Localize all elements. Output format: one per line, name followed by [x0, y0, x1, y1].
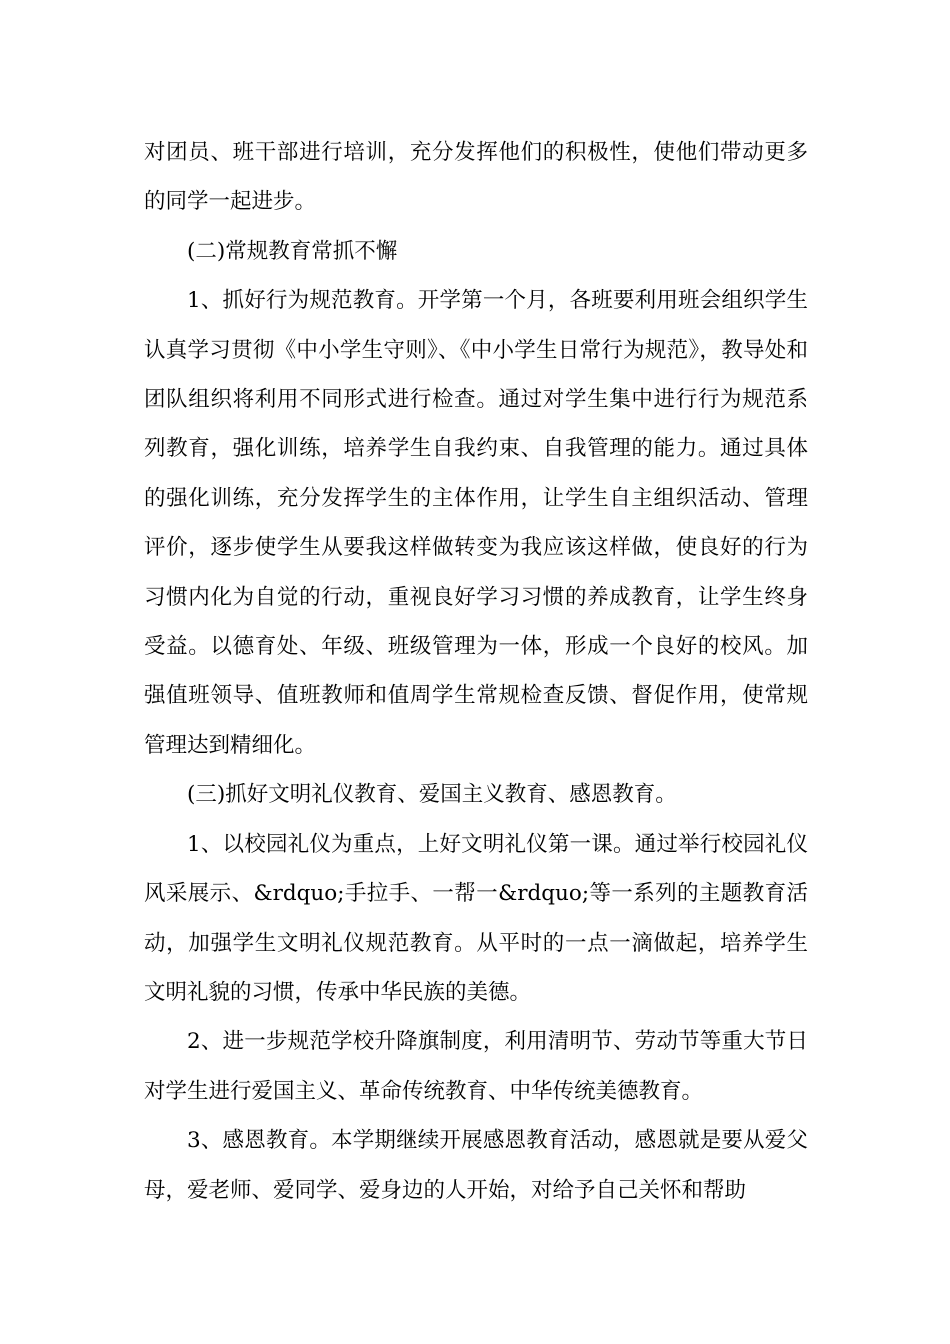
paragraph-continuation: 对团员、班干部进行培训，充分发挥他们的积极性，使他们带动更多的同学一起进步。: [144, 140, 808, 215]
paragraph-behavior-education: 1、抓好行为规范教育。开学第一个月，各班要利用班会组织学生认真学习贯彻《中小学生守则》、《中小学生日常行为规范》，教导处和团队组织将利用不同形式进行检查。通过对学生集中进行行为规范系列教育，强化训练，培养学生自我约束、自我管理的能力。通过具体的强化训练，充分发挥学生的主体作用，让学生自主组织活动、管理评价，逐步使学生从要我这样做转变为我应该这样做，使良好的行为习惯内化为自觉的行动，重视良好学习习惯的养成教育，让学生终身受益。以德育处、年级、班级管理为一体，形成一个良好的校风。加强值班领导、值班教师和值周学生常规检查反馈、督促作用，使常规管理达到精细化。: [144, 288, 808, 758]
document-body: [144, 128, 808, 1215]
paragraph-etiquette: 1、以校园礼仪为重点，上好文明礼仪第一课。通过举行校园礼仪风采展示、&rdquo;手拉手、一帮一&rdquo;等一系列的主题教育活动，加强学生文明礼仪规范教育。从平时的一点一滴做起，培养学生文明礼貌的习惯，传承中华民族的美德。: [144, 831, 808, 1005]
paragraph-gratitude: 3、感恩教育。本学期继续开展感恩教育活动，感恩就是要从爱父母，爱老师、爱同学、爱身边的人开始，对给予自己关怀和帮助: [144, 1128, 808, 1203]
paragraph-flag-ceremony: 2、进一步规范学校升降旗制度，利用清明节、劳动节等重大节日对学生进行爱国主义、革命传统教育、中华传统美德教育。: [144, 1029, 808, 1104]
section-heading-2: (二)常规教育常抓不懈: [187, 238, 398, 264]
section-heading-3: (三)抓好文明礼仪教育、爱国主义教育、感恩教育。: [187, 782, 677, 808]
